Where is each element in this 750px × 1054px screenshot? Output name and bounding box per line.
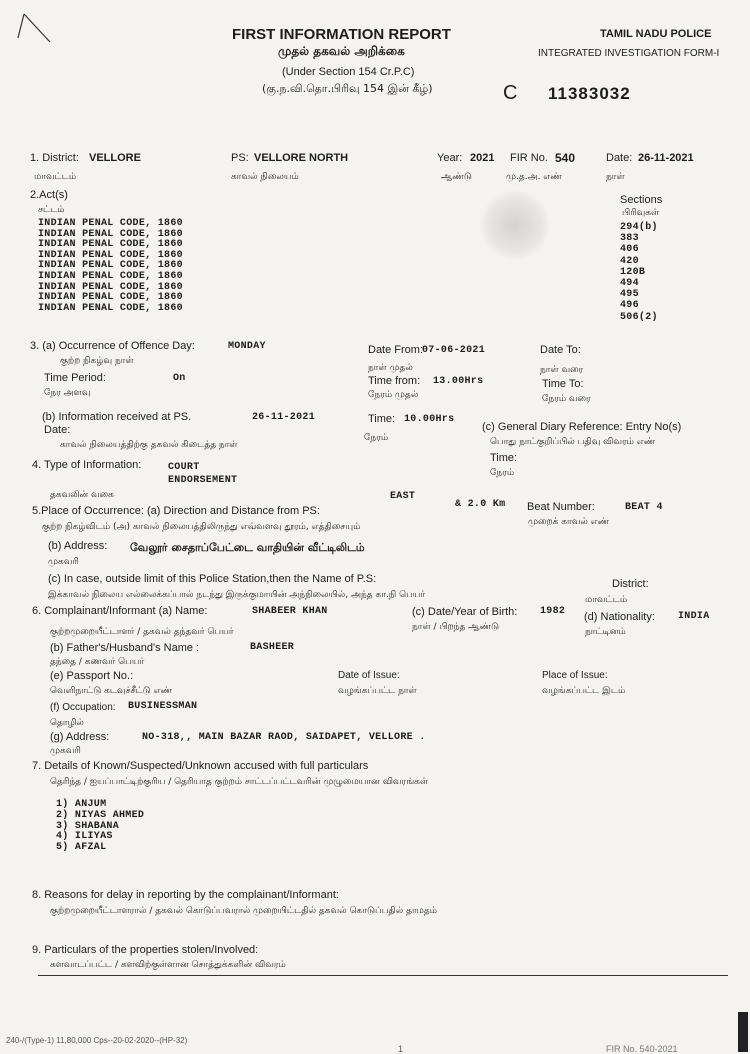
issue-place-tamil: வழங்கப்பட்ட இடம் xyxy=(542,686,626,696)
time-period-label: Time Period: xyxy=(44,372,106,384)
act-name: INDIAN PENAL CODE, 1860 xyxy=(38,249,183,261)
nationality-tamil: நாட்டினம் xyxy=(585,627,626,637)
delay-tamil: குற்றமுறையீட்டாளரால் / தகவல் கொடுப்பவரால் முறையிட்டதில் தகவல் கொடுப்பதில் தாமதம் xyxy=(50,906,438,916)
outside-district-label: District: xyxy=(612,578,649,590)
time-period-value: On xyxy=(173,373,186,384)
beat-label: Beat Number: xyxy=(527,501,595,513)
document-title: FIRST INFORMATION REPORT xyxy=(232,26,451,43)
date-to-label: Date To: xyxy=(540,344,581,356)
under-section: (Under Section 154 Cr.P.C) xyxy=(282,66,415,78)
date-from-value: 07-06-2021 xyxy=(422,345,486,356)
emblem-seal-icon xyxy=(480,190,550,260)
info-type-value-2: ENDORSEMENT xyxy=(168,475,238,486)
outside-ps-tamil: இக்காவல் நிலைய எல்லைக்கப்பால் நடந்து இருக்குமாயின் அந்நிலையில், அந்த கா.நி பெயர் xyxy=(48,590,426,600)
info-time-value: 10.00Hrs xyxy=(404,414,455,425)
date-from-label: Date From: xyxy=(368,344,424,356)
father-label: (b) Father's/Husband's Name : xyxy=(50,642,200,654)
gd-reference-tamil: பொது நாட்குறிப்பில் பதிவு விவரம் எண் xyxy=(490,437,656,447)
info-type-label: 4. Type of Information: xyxy=(32,459,142,471)
occurrence-label: 3. (a) Occurrence of Offence Day: xyxy=(30,340,195,352)
act-name: INDIAN PENAL CODE, 1860 xyxy=(38,302,183,314)
serial-prefix: C xyxy=(503,82,518,104)
info-type-value-1: COURT xyxy=(168,462,200,473)
fir-tamil: மு.த.அ. எண் xyxy=(506,172,562,182)
act-section: 506(2) xyxy=(620,311,658,323)
time-period-tamil: நேர அளவு xyxy=(44,388,91,398)
info-time-tamil: நேரம் xyxy=(364,433,389,443)
gd-reference-label: (c) General Diary Reference: Entry No(s) xyxy=(482,421,682,433)
address-value: NO-318,, MAIN BAZAR RAOD, SAIDAPET, VELLORE . xyxy=(142,732,426,743)
act-section: 383 xyxy=(620,233,639,245)
info-time-label: Time: xyxy=(368,413,396,425)
occupation-tamil: தொழில் xyxy=(50,718,84,728)
pen-scribble-icon xyxy=(10,8,60,48)
father-value: BASHEER xyxy=(250,642,295,653)
date-from-tamil: நாள் முதல் xyxy=(368,363,413,373)
police-name: TAMIL NADU POLICE xyxy=(600,28,712,40)
ps-value: VELLORE NORTH xyxy=(254,152,349,164)
accused-item: 4) ILIYAS xyxy=(56,831,113,843)
date-tamil: நாள் xyxy=(606,172,625,182)
act-name: INDIAN PENAL CODE, 1860 xyxy=(38,260,183,272)
act-section: 420 xyxy=(620,255,639,267)
occupation-value: BUSINESSMAN xyxy=(128,701,198,712)
act-section: 494 xyxy=(620,278,639,289)
outside-district-tamil: மாவட்டம் xyxy=(585,595,628,605)
complainant-name: SHABEER KHAN xyxy=(252,606,328,617)
property-label: 9. Particulars of the properties stolen/Involved: xyxy=(32,944,259,956)
address-label: (g) Address: xyxy=(50,731,110,743)
address-tamil: முகவரி xyxy=(50,746,81,756)
date-value: 26-11-2021 xyxy=(638,152,694,164)
accused-label: 7. Details of Known/Suspected/Unknown accused with full particulars xyxy=(32,760,369,772)
page-number: 1 xyxy=(398,1044,404,1054)
gd-time-label: Time: xyxy=(490,452,518,464)
outside-ps-label: (c) In case, outside limit of this Police Station,then the Name of P.S: xyxy=(48,573,377,585)
act-name: INDIAN PENAL CODE, 1860 xyxy=(38,292,183,304)
district-tamil: மாவட்டம் xyxy=(34,172,77,182)
accused-item: 1) ANJUM xyxy=(56,799,107,810)
place-tamil: குற்ற நிகழ்விடம் (அ) காவல் நிலையத்திலிருந்து எவ்வளவு தூரம், எத்திசையும் xyxy=(42,522,361,532)
complainant-name-label: 6. Complainant/Informant (a) Name: xyxy=(32,605,208,617)
fir-label: FIR No. xyxy=(510,152,548,164)
year-value: 2021 xyxy=(470,152,495,164)
dob-tamil: நாள் / பிறந்த ஆண்டு xyxy=(412,622,500,632)
info-received-date-label: Date: xyxy=(44,424,71,436)
delay-label: 8. Reasons for delay in reporting by the complainant/Informant: xyxy=(32,889,339,901)
nationality-label: (d) Nationality: xyxy=(584,611,655,623)
form-name: INTEGRATED INVESTIGATION FORM-I xyxy=(538,48,720,59)
property-tamil: களவாடப்பட்ட / களவிற்குள்ளான சொத்துக்களின் விவரம் xyxy=(50,960,286,970)
info-received-label: (b) Information received at PS. xyxy=(42,411,192,423)
act-name: INDIAN PENAL CODE, 1860 xyxy=(38,239,183,251)
beat-value: BEAT 4 xyxy=(625,502,663,513)
sections-label: Sections xyxy=(620,194,663,206)
ps-label: PS: xyxy=(231,152,249,164)
act-name: INDIAN PENAL CODE, 1860 xyxy=(38,281,183,293)
place-address-label: (b) Address: xyxy=(48,540,108,552)
accused-tamil: தெரிந்த / ஐயப்பாட்டிற்குரிய / தெரியாத குற்றம் சாட்டப்பட்டவரின் முழுமையான விவரங்கள் xyxy=(50,777,428,787)
time-from-value: 13.00Hrs xyxy=(433,376,484,387)
footer-fir-ref: FIR No. 540-2021 xyxy=(606,1044,678,1054)
accused-item: 3) SHABANA xyxy=(56,820,120,832)
time-from-label: Time from: xyxy=(368,375,421,387)
father-tamil: தந்தை / கணவர் பெயர் xyxy=(50,657,145,667)
act-section: 294(b) xyxy=(620,222,658,233)
passport-label: (e) Passport No.: xyxy=(50,670,134,682)
district-label: 1. District: xyxy=(30,152,79,164)
place-address-tamil: முகவரி xyxy=(48,557,79,567)
act-section: 496 xyxy=(620,300,639,312)
occurrence-day: MONDAY xyxy=(228,341,266,352)
date-label: Date: xyxy=(606,152,633,164)
property-divider xyxy=(38,975,728,976)
dob-value: 1982 xyxy=(540,606,566,617)
issue-place-label: Place of Issue: xyxy=(542,670,608,681)
dob-label: (c) Date/Year of Birth: xyxy=(412,606,518,618)
serial-number: 11383032 xyxy=(548,84,631,103)
acts-label-tamil: சட்டம் xyxy=(38,205,65,215)
act-section: 495 xyxy=(620,289,639,301)
accused-item: 5) AFZAL xyxy=(56,842,107,854)
edge-binding-mark xyxy=(738,1012,748,1052)
info-type-tamil: தகவலின் வகை xyxy=(50,490,114,500)
occurrence-tamil: குற்ற நிகழ்வு நாள் xyxy=(60,356,134,366)
info-received-date: 26-11-2021 xyxy=(252,412,316,423)
act-section: 406 xyxy=(620,244,639,256)
direction-value: EAST xyxy=(390,491,416,502)
place-address-value: வேலூர் சைதாப்பேட்டை வாதியின் வீட்டிலிடம் xyxy=(130,541,365,554)
act-section: 120B xyxy=(620,266,646,278)
issue-date-tamil: வழங்கப்பட்ட நாள் xyxy=(338,686,417,696)
issue-date-label: Date of Issue: xyxy=(338,670,400,681)
act-name: INDIAN PENAL CODE, 1860 xyxy=(38,218,183,229)
year-label: Year: xyxy=(437,152,463,164)
beat-tamil: முறைக் காவல் எண் xyxy=(528,517,610,527)
time-to-tamil: நேரம் வரை xyxy=(542,394,591,404)
sections-tamil: பிரிவுகள் xyxy=(622,208,660,218)
date-to-tamil: நாள் வரை xyxy=(540,365,584,375)
place-label: 5.Place of Occurrence: (a) Direction and Distance from PS: xyxy=(32,505,320,517)
district-value: VELLORE xyxy=(89,152,141,164)
acts-label: 2.Act(s) xyxy=(30,189,68,201)
complainant-name-tamil: குற்றமுறையீட்டாளர் / தகவல் தந்தவர் பெயர் xyxy=(50,627,234,637)
under-section-tamil: (கு.ந.வி.தொ.பிரிவு 154 இன் கீழ்) xyxy=(262,82,433,95)
time-to-label: Time To: xyxy=(542,378,584,390)
gd-time-tamil: நேரம் xyxy=(490,468,515,478)
info-received-tamil: காவல் நிலையத்திற்கு தகவல் கிடைத்த நாள் xyxy=(60,440,238,450)
year-tamil: ஆண்டு xyxy=(441,172,472,182)
passport-tamil: வெளிநாட்டு கடவுச்சீட்டு எண் xyxy=(50,686,173,696)
act-name: INDIAN PENAL CODE, 1860 xyxy=(38,228,183,240)
time-from-tamil: நேரம் முதல் xyxy=(368,390,419,400)
fir-value: 540 xyxy=(555,151,576,165)
document-title-tamil: முதல் தகவல் அறிக்கை xyxy=(278,44,405,58)
accused-item: 2) NIYAS AHMED xyxy=(56,809,145,821)
print-code: 240-/(Type-1) 11,80,000 Cps--20-02-2020--(HP-32) xyxy=(6,1036,188,1045)
ps-tamil: காவல் நிலையம் xyxy=(231,172,299,182)
act-name: INDIAN PENAL CODE, 1860 xyxy=(38,271,183,282)
distance-value: & 2.0 Km xyxy=(455,499,506,510)
occupation-label: (f) Occupation: xyxy=(50,702,116,713)
nationality-value: INDIA xyxy=(678,611,710,622)
